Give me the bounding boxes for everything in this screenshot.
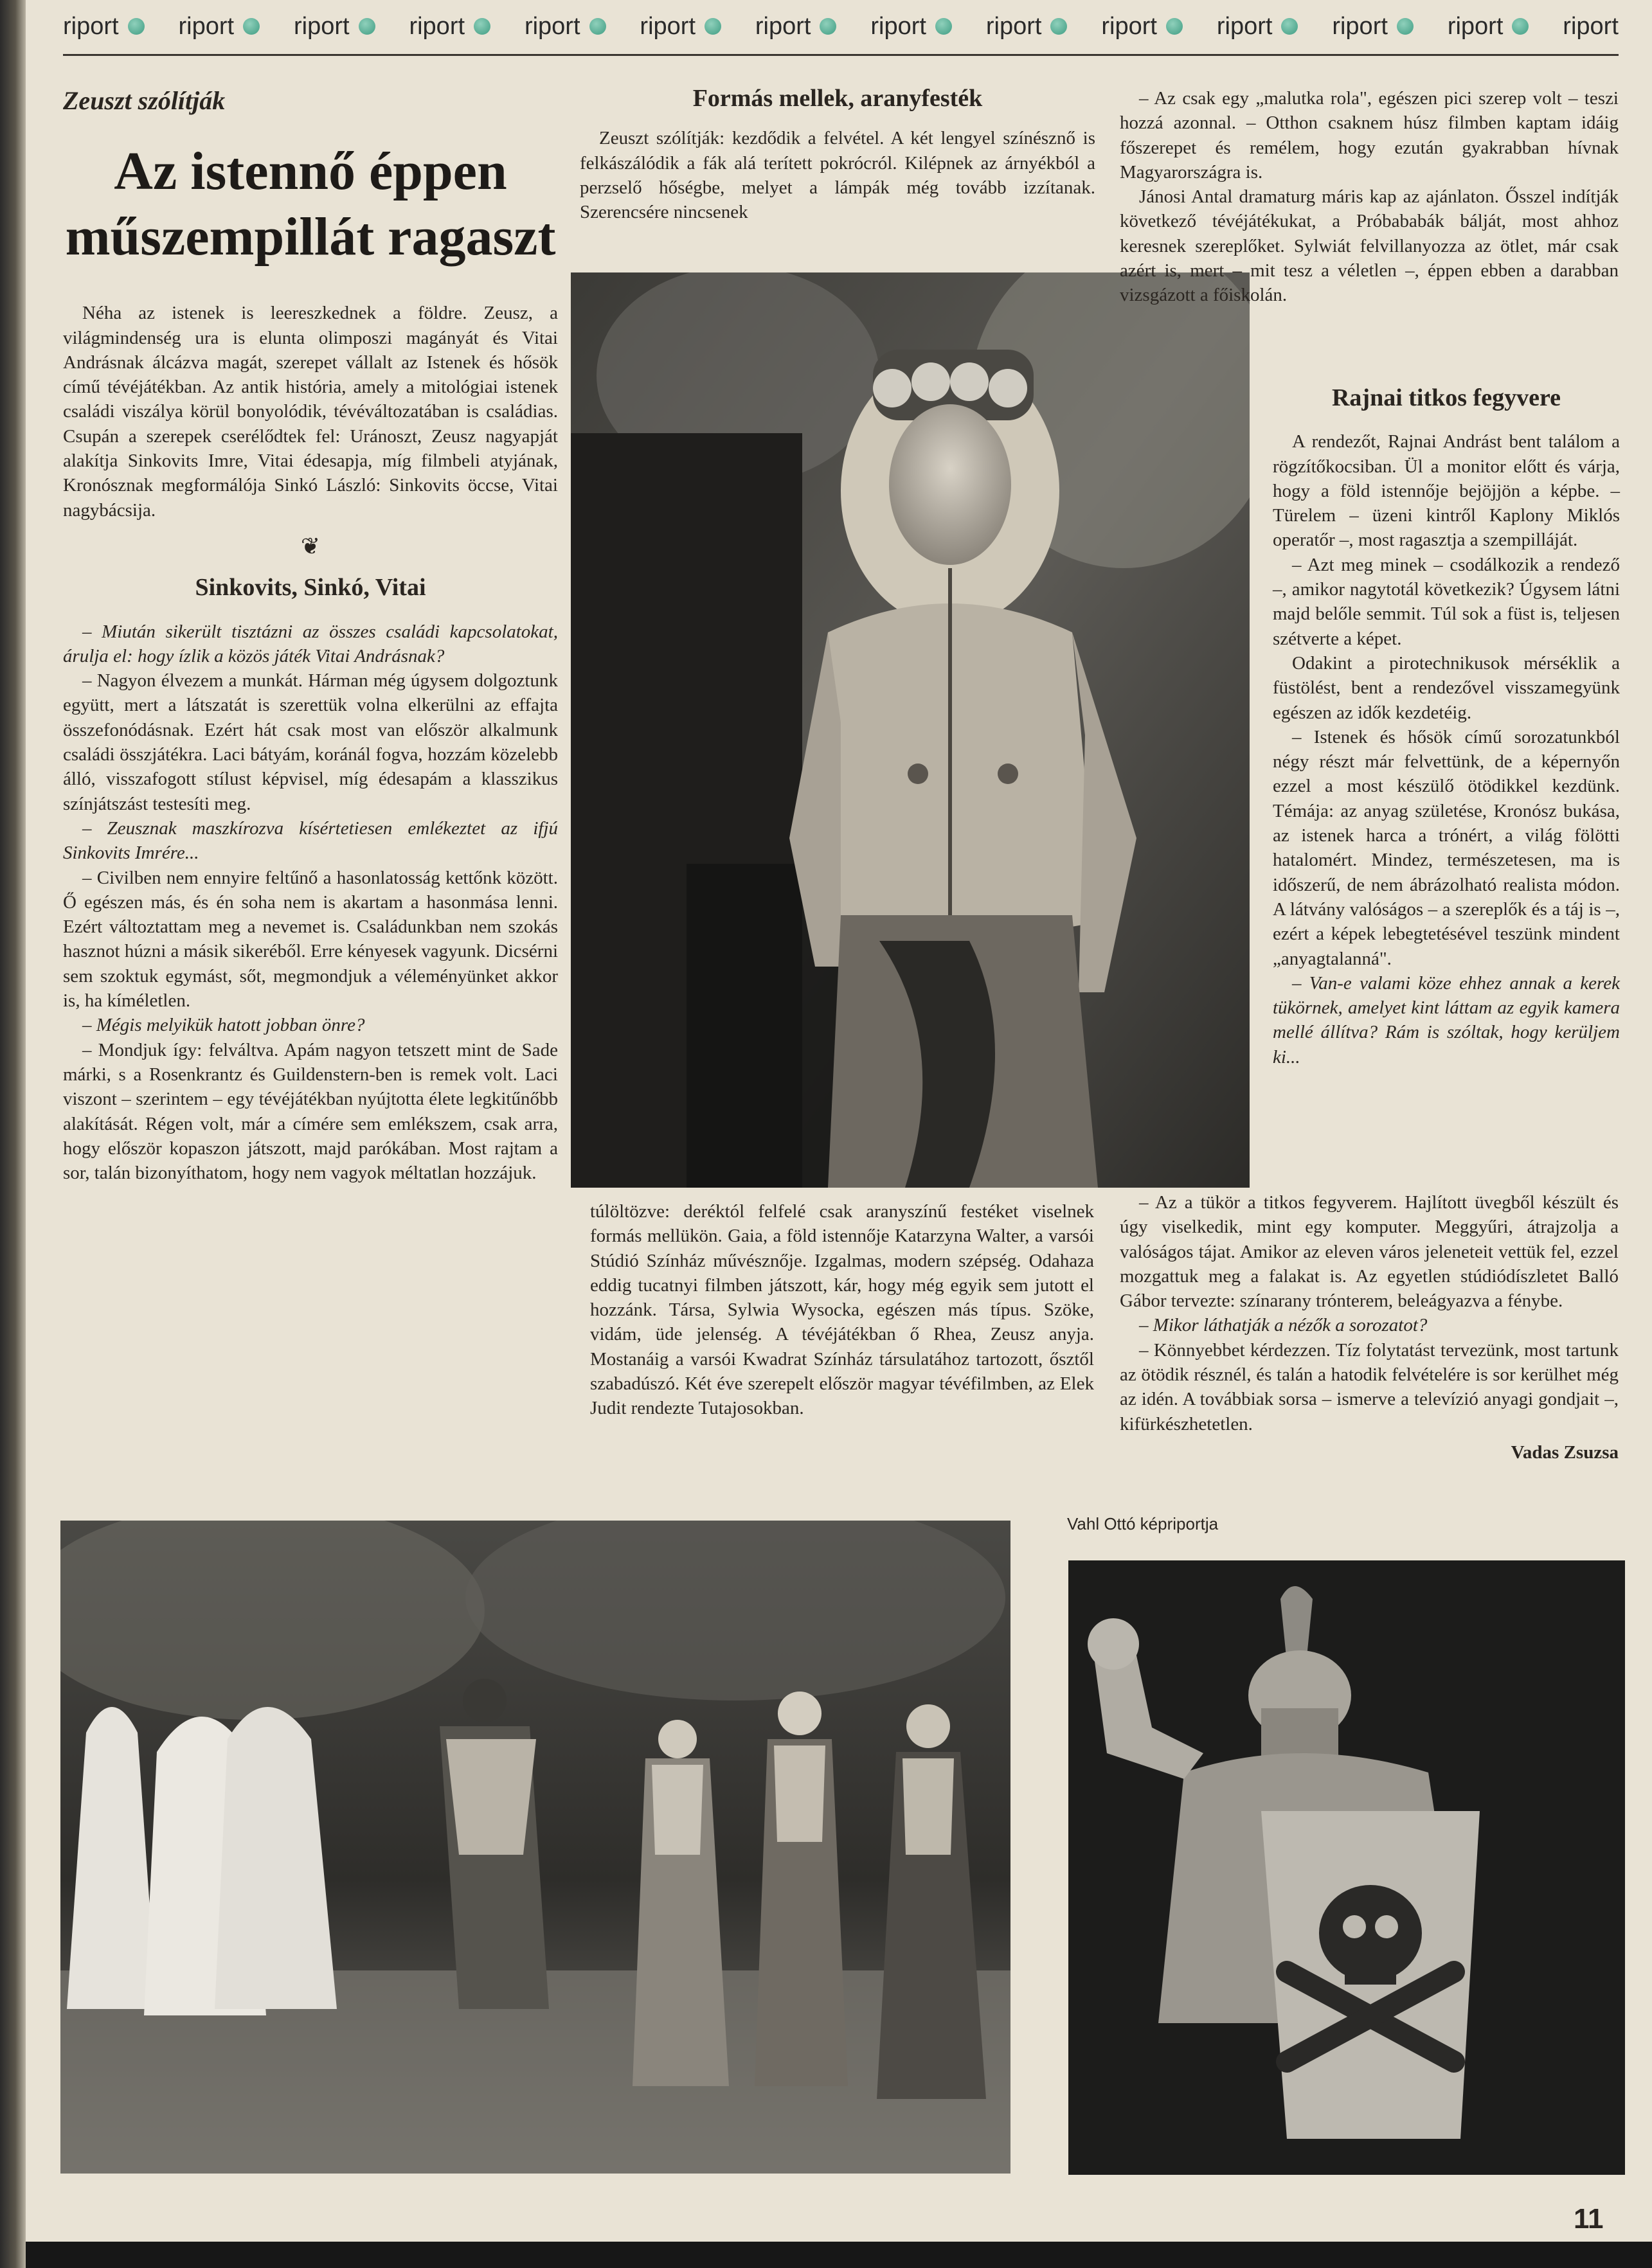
banner-word: riport [293,12,350,40]
dot-icon [1397,18,1414,35]
middle-column-top [580,86,1095,224]
interview-paragraph: – Mondjuk így: felváltva. Apám nagyon tetszett mint de Sade márki, s a Rosenkrantz és Guildenstern-ben is remek volt. Laci viszont – szerintem – egy tévéjátékban nyújtotta élete legkitűnőbb alakítását. Régen volt, már a címére sem emlékszem, csak arra, hogy először kopaszon játszott, majd parókában. Most rajtam a sor, talán bizonyíthatom, hogy nem vagyok méltatlan hozzájuk. [63,1039,558,1184]
banner-word: riport [985,12,1042,40]
banner-word: riport [178,12,235,40]
banner-word: riport [524,12,580,40]
page-number: 11 [1574,2203,1604,2235]
banner-item [63,13,145,40]
banner-word: riport [755,12,811,40]
banner-word: riport [1332,12,1388,40]
right-paragraph-a: – Az csak egy „malutka rola", egészen pici szerep volt – teszi hozzá azonnal. – Otthon csaknem húsz filmben kaptam idáig főszerepet és remélem, hogy ezután gyakrabban hívnak Magyarországra is. [1120,88,1619,183]
section-banner [63,0,1619,53]
binding-spine [0,0,26,2268]
right-interview [1273,429,1620,1069]
interview-paragraph: – Miután sikerült tisztázni az összes családi kapcsolatokat, árulja el: hogy ízlik a közös játék Vitai Andrásnak? [63,621,558,666]
group-photo [60,1521,1010,2174]
banner-item [294,13,375,40]
dot-icon [128,18,145,35]
middle-paragraph-bottom: túlöltözve: deréktól felfelé csak aranyszínű festéket viselnek formás mellükön. Gaia, a föld istennője Katarzyna Walter, a varsói Stúdió Színház művésznője. Izgalmas, modern szépség. Odahaza eddig tucatnyi filmben játszott, kár, hogy még egyik sem jutott el hozzánk. Társa, Sylwia Wysocka, egészen más típus. Szöke, vidám, üde jelenség. A tévéjátékban ő Rhea, Zeusz anyja. Mostanáig a varsói Kwadrat Színház társulatához tartozott, ősztől szabadúszó. Két éve szerepelt először magyar tévéfilmben, az Elek Judit rendezte Tutajosokban. [590,1201,1094,1419]
subhead-formas: Formás mellek, aranyfesték [692,85,983,112]
dot-icon [705,18,721,35]
banner-word: riport [1563,12,1619,40]
banner-item [1563,13,1619,40]
interview-paragraph: – Az a tükör a titkos fegyverem. Hajlított üvegből készült és úgy viselkedik, mint egy komputer. Meggyűri, átrajzolja a valóságos tájat. Amikor az eleven város jeleneteit vettük fel, ezzel mozgattuk meg a falakat is. Az egyetlen stúdiódíszletet Balló Gábor tervezte: színarany trónterem, beleágyazva a fénybe. [1120,1192,1619,1312]
headline: Az istennő éppen műszempillát ragaszt [65,141,556,267]
right-column-narrow [1273,386,1620,1069]
interview-paragraph: – Civilben nem ennyire feltűnő a hasonlatosság kettőnk között. Ő egészen más, és én soha nem is akartam a hasonmása lenni. Ezért változtattam meg a nevemet is. Családunkban nem szokás hasznot húzni a másik sikeréből. Erre kényesek vagyunk. Dicsérni sem szoktuk egymást, sőt, megmondjuk a véleményünket akkor is, ha kíméletlen. [63,867,558,1012]
dot-icon [1281,18,1298,35]
scan-edge [26,2242,1652,2268]
interview-paragraph: – Zeusznak maszkírozva kísértetiesen emlékeztet az ifjú Sinkovits Imrére... [63,817,558,864]
dot-icon [243,18,260,35]
banner-item [525,13,606,40]
ornament-icon: ❦ [300,533,321,559]
dot-icon [474,18,490,35]
interview-paragraph: – Istenek és hősök című sorozatunkból négy részt már felvettünk, de a képernyőn ezzel a most készülő ötödikkel kezdünk. Témája: az anyag születése, Kronósz bukása, az istenek harca a trónért, a világ fölötti hatalomért. Mindez, természetesen, ma is időszerű, de nem ábrázolható realista módon. A látvány valóságos – a szereplők és a táj is –, ezért a képek lebegtetésével teszünk mindent „anyagtalanná". [1273,726,1620,969]
banner-item [870,13,952,40]
middle-paragraph-top: Zeuszt szólítják: kezdődik a felvétel. A két lengyel színésznő is felkászálódik a fák alá terített pokrócról. Kilépnek az árnyékból a perzselő hőségbe, melyet a lámpák még tovább izzítanak. Szerencsére nincsenek [580,128,1095,223]
middle-column-bottom [590,1199,1094,1421]
goddess-photo [571,272,1250,1188]
interview-paragraph: – Azt meg minek – csodálkozik a rendező –, amikor nagytotál következik? Úgysem látni majd belőle semmit. Túl sok a füst is, teljesen szétverte a képet. [1273,554,1620,649]
banner-rule [63,54,1619,56]
banner-item [1448,13,1529,40]
banner-word: riport [1216,12,1273,40]
dot-icon [820,18,836,35]
lead-paragraph: Néha az istenek is leereszkednek a földre. Zeusz, a világmindenség ura is elunta olimposzi magányát és Vitai Andrásnak álcázva magát, szerepet vállalt az Istenek és hősök című tévéjátékban. Az antik história, amely a mitológiai istenek családi viszálya körül bonyolódik, tévéváltozatában is családias. Csupán a szerepek cserélődtek fel: Uránoszt, Zeusz nagyapját alakítja Sinkovits Imre, Vitai édesapja, míg filmbeli atyjának, Kronósznak megformálója Sinkó László: Sinkovits öccse, Vitai nagybácsija. [63,303,558,521]
dot-icon [935,18,952,35]
right-paragraph-b: Jánosi Antal dramaturg máris kap az ajánlaton. Ősszel indítják következő tévéjátékukat, a Próbababák bálját, most ahhoz keresnek szereplőket. Sylwiát felvillanyozza az ötlet, már csak azért is, mert – mit tesz a véletlen –, éppen ebben a darabban vizsgázott a főiskolán. [1120,186,1619,306]
kicker: Zeuszt szólítják [63,86,226,115]
author-signature: Vadas Zsuzsa [1511,1442,1619,1463]
banner-item [178,13,260,40]
interview-paragraph: A rendezőt, Rajnai Andrást bent találom a rögzítőkocsiban. Ül a monitor előtt és várja, hogy a föld istennője bejöjjön a képbe. – Türelem – üzeni kintről Kaplony Miklós operatőr –, most ragasztja a szempilláját. [1273,431,1620,551]
interview-paragraph: – Van-e valami köze ehhez annak a kerek tükörnek, amelyet kint láttam az egyik kamera mellé állítva? Rám is szóltak, hogy kerüljem ki... [1273,972,1620,1067]
dot-icon [359,18,375,35]
banner-item [1101,13,1183,40]
right-column-bottom [1120,1190,1619,1465]
magazine-page [26,0,1652,2268]
banner-word: riport [1101,12,1157,40]
banner-word: riport [63,12,119,40]
interview-paragraph: – Mégis melyikük hatott jobban önre? [82,1015,365,1036]
left-column [63,86,558,1185]
interview-paragraph: Odakint a pirotechnikusok mérséklik a füstölést, bent a rendezővel visszamegyünk egészen az idők kezdetéig. [1273,652,1620,723]
banner-word: riport [870,12,926,40]
warrior-photo [1068,1560,1625,2175]
subhead-sinkovits: Sinkovits, Sinkó, Vitai [195,574,426,602]
banner-item [986,13,1068,40]
banner-item [1217,13,1298,40]
interview-paragraph: – Könnyebbet kérdezzen. Tíz folytatást tervezünk, most tartunk az ötödik résznél, és talán a hatodik felvételére is sor kerülhet még az idén. A továbbiak sorsa – ismerve a televízió anyagi gondjait –, kifürkészhetetlen. [1120,1339,1619,1434]
interview-paragraph: – Mikor láthatják a nézők a sorozatot? [1139,1315,1428,1336]
photo-caption: Vahl Ottó képriportja [1067,1514,1219,1533]
banner-word: riport [1447,12,1504,40]
banner-word: riport [409,12,465,40]
left-interview [63,620,558,1186]
dot-icon [1166,18,1183,35]
dot-icon [1512,18,1529,35]
subhead-rajnai: Rajnai titkos fegyvere [1331,384,1561,411]
banner-word: riport [640,12,696,40]
banner-item [640,13,721,40]
interview-paragraph: – Nagyon élvezem a munkát. Hárman még úgysem dolgoztunk együtt, mert a látszatát is szerettük volna elkerülni az effajta összefonódásnak. Ezért hát csak most van először alkalmunk családi összjátékra. Laci bátyám, koránál fogva, hozzám közelebb álló, visszafogott stílust képvisel, míg édesapám a klasszikus színjátszást testesíti meg. [63,670,558,814]
right-interview-end [1120,1190,1619,1436]
dot-icon [589,18,606,35]
banner-item [409,13,490,40]
right-column-top [1120,86,1619,308]
banner-item [755,13,837,40]
banner-item [1332,13,1414,40]
dot-icon [1050,18,1067,35]
